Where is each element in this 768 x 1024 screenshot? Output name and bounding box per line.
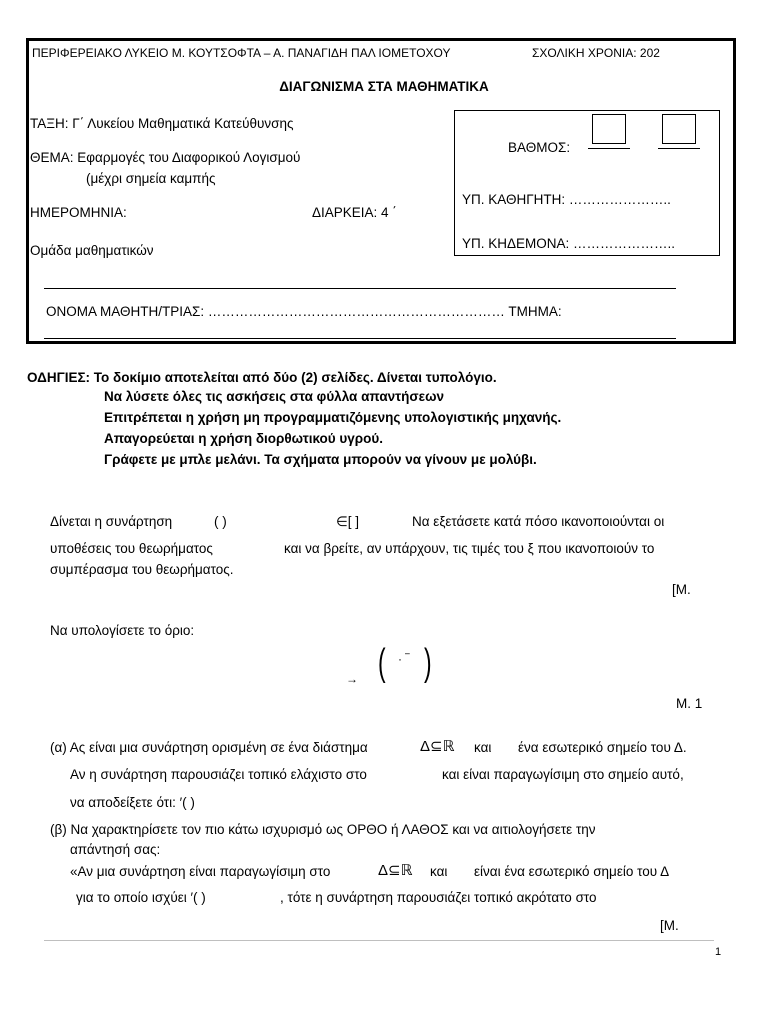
q2-marks: Μ. 1: [676, 696, 703, 711]
page-number: 1: [715, 946, 722, 958]
score-underline-2: [658, 148, 700, 149]
school-name: ΠΕΡΙΦΕΡΕΙΑΚΟ ΛΥΚΕΙΟ Μ. ΚΟΥΤΣΟΦΤΑ – Α. ΠΑΝΑΓΙΔΗ ΠΑΛ ΙΟΜΕΤΟΧΟΥ: [32, 46, 451, 60]
footer-rule: [44, 940, 714, 941]
q3b-text-4a: για το οποίο ισχύει ′( ): [76, 890, 206, 905]
topic-label: ΘΕΜΑ: Εφαρμογές του Διαφορικού Λογισμού: [30, 150, 301, 165]
q3a-domain: Δ⊆ℝ: [420, 738, 455, 755]
instruction-5: Γράφετε με μπλε μελάνι. Τα σχήματα μπορούν να γίνουν με μολύβι.: [104, 452, 537, 467]
q3b-text-1: (β) Να χαρακτηρίσετε τον πιο κάτω ισχυρισμό ως ΟΡΘΟ ή ΛΑΘΟΣ και να αιτιολογήσετε την: [50, 822, 596, 837]
instruction-4: Απαγορεύεται η χρήση διορθωτικού υγρού.: [104, 431, 383, 446]
q3a-text-3: να αποδείξετε ότι: ′( ): [70, 795, 195, 810]
topic-subtitle: (μέχρι σημεία καμπής: [86, 171, 216, 186]
instruction-2: Να λύσετε όλες τις ασκήσεις στα φύλλα απαντήσεων: [104, 389, 444, 404]
q3b-text-4b: , τότε η συνάρτηση παρουσιάζει τοπικό ακρότατο στο: [280, 890, 597, 905]
name-rule-top: [44, 288, 676, 289]
q3b-domain: Δ⊆ℝ: [378, 862, 413, 879]
name-rule-bottom: [44, 338, 676, 339]
q2-text: Να υπολογίσετε το όριο:: [50, 623, 195, 638]
q3-marks: [Μ.: [660, 918, 679, 933]
score-underline-1: [588, 148, 630, 149]
date-label: ΗΜΕΡΟΜΗΝΙΑ:: [30, 205, 127, 220]
q3a-text-1c: και: [474, 740, 492, 755]
team-label: Ομάδα μαθηματικών: [30, 243, 154, 258]
q1-text-3: συμπέρασμα του θεωρήματος.: [50, 562, 234, 577]
instructions-heading: ΟΔΗΓΙΕΣ: Το δοκίμιο αποτελείται από δύο (2) σελίδες. Δίνεται τυπολόγιο.: [27, 370, 497, 385]
q3b-text-3c: και: [430, 864, 448, 879]
q3b-text-3d: είναι ένα εσωτερικό σημείο του Δ: [474, 864, 670, 879]
q1-text-1b: ( ): [214, 514, 227, 529]
exam-title: ΔΙΑΓΩΝΙΣΜΑ ΣΤΑ ΜΑΘΗΜΑΤΙΚΑ: [279, 79, 489, 94]
instruction-3: Επιτρέπεται η χρήση μη προγραμματιζόμενης υπολογιστικής μηχανής.: [104, 410, 562, 425]
q1-text-1d: Να εξετάσετε κατά πόσο ικανοποιούνται οι: [412, 514, 665, 529]
limit-paren-open: (: [378, 642, 386, 684]
q3a-text-1a: (α) Ας είναι μια συνάρτηση ορισμένη σε ένα διάστημα: [50, 740, 368, 755]
q1-text-2b: και να βρείτε, αν υπάρχουν, τις τιμές του ξ που ικανοποιούν το: [284, 541, 655, 556]
student-name-field: ΟΝΟΜΑ ΜΑΘΗΤΗ/ΤΡΙΑΣ: ………………………………………………………… ΤΜΗΜΑ:: [46, 304, 562, 319]
limit-expression: · ‾: [398, 652, 410, 666]
q3a-text-1d: ένα εσωτερικό σημείο του Δ.: [518, 740, 687, 755]
grade-label: ΒΑΘΜΟΣ:: [508, 140, 571, 155]
score-box-1[interactable]: [592, 114, 626, 144]
class-label: ΤΑΞΗ: Γ΄ Λυκείου Μαθηματικά Κατεύθυνσης: [30, 116, 294, 131]
q1-text-1a: Δίνεται η συνάρτηση: [50, 514, 173, 529]
q3b-text-3a: «Αν μια συνάρτηση είναι παραγωγίσιμη στο: [70, 864, 331, 879]
limit-arrow: →: [346, 672, 358, 686]
q1-interval: ∈[ ]: [336, 514, 360, 529]
duration-label: ΔΙΑΡΚΕΙΑ: 4 ΄: [312, 205, 397, 220]
school-year: ΣΧΟΛΙΚΗ ΧΡΟΝΙΑ: 202: [532, 46, 660, 60]
limit-paren-close: ): [424, 642, 432, 684]
q1-text-2a: υποθέσεις του θεωρήματος: [50, 541, 213, 556]
parent-signature: ΥΠ. ΚΗΔΕΜΟΝΑ: …………………..: [462, 236, 676, 251]
q1-marks: [Μ.: [672, 582, 691, 597]
score-box-2[interactable]: [662, 114, 696, 144]
q3a-text-2a: Αν η συνάρτηση παρουσιάζει τοπικό ελάχιστο στο: [70, 767, 367, 782]
q3b-text-2: απάντησή σας:: [70, 842, 161, 857]
q3a-text-2b: και είναι παραγωγίσιμη στο σημείο αυτό,: [442, 767, 684, 782]
teacher-signature: ΥΠ. ΚΑΘΗΓΗΤΗ: …………………..: [462, 192, 671, 207]
